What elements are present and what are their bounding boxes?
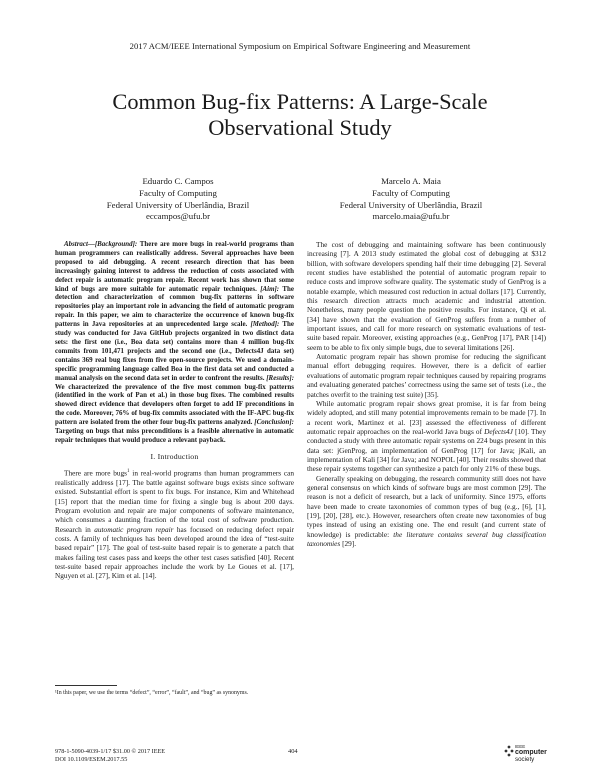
footnote-marker: 1 [127, 469, 130, 475]
abstract-results: We characterized the prevalence of the five most common bug-fix patterns (identified in the work of Pan et al.) in those bug fixes. The combined results showed direct evidence that developers often forget to add IF preconditions in the code. Moreover, 76% of bug-fix commits associated with the IF-APC bug-fix pattern are isolated from the other four bug-fix patterns analyzed. [55, 382, 294, 427]
ieee-computer-society-logo [504, 743, 554, 765]
intro-emphasis: automatic program repair [94, 524, 174, 534]
paper-title-line-1: Common Bug-fix Patterns: A Large-Scale [112, 89, 488, 114]
author-department: Faculty of Computing [139, 187, 217, 198]
abstract-label-method: [Method]: [250, 320, 280, 329]
paper-title-line-2: Observational Study [208, 115, 392, 140]
conference-header: 2017 ACM/IEEE International Symposium on Empirical Software Engineering and Measurement [129, 41, 471, 51]
intro-text: in real-world programs than human programmers can realistically address [17]. The battle against software bugs exists since software existed. Substantial effort is spent to fix bugs. For instance, Kim and Whitehead [15] report that the median time for fixing a single bug is about 200 days. Program evolution and repair are major components of software maintenance, which consumes a daunting fraction of the total cost of software production. Research in [55, 468, 294, 534]
body-emphasis: Defects4J [484, 426, 513, 436]
author-block-2 [301, 176, 521, 223]
right-paragraph-2: Automatic program repair has shown promise for reducing the significant manual effort debugging requires. However, there is a deficit of earlier evaluations of automatic program repair techniques caused by repairing programs and evaluating generated patches’ correctness using the same set of tests (i.e., the patches overfit to the training test suite) [35]. [307, 352, 546, 399]
intro-text: There are more bugs [64, 468, 128, 478]
author-institution: Federal University of Uberlândia, Brazil [339, 199, 483, 210]
right-paragraph-3 [307, 399, 546, 474]
right-paragraph-4 [307, 474, 546, 549]
abstract-label-aim: [Aim]: [260, 284, 280, 293]
abstract-aim: The detection and characterization of common bug-fix patterns in software repositories play an important role in advancing the field of automatic program repair. In this paper, we aim to characterize the occurrence of known bug-fix patterns in Java repositories at an unprecedented large scale. [55, 284, 294, 329]
abstract-label-background: Abstract—[Background]: [64, 240, 138, 248]
body-text: [29]. [340, 539, 357, 548]
section-heading-introduction: I. Introduction [150, 451, 199, 461]
body-text: Generally speaking on debugging, the research community still does not have general consensus on which kinds of software bugs are most common [29]. The reason is not a deficit of research, but a lack of uniformity. Since 1975, efforts have been made to create taxonomies of common types of bug (e.g., [6], [1], [19], [20], [28], etc.). However, researchers often create new taxonomies of bug types instead of using an existing one. The end result (and current state of knowledge) is predictable: [307, 473, 546, 539]
body-emphasis: the literature contains several bug classification taxonomies [307, 529, 546, 548]
paper-title [40, 89, 560, 141]
logo-text [515, 744, 547, 763]
abstract-background: There are more bugs in real-world programs than human programmers can realistically address. Several approaches have been proposed to aid debugging. A recent research direction that has been increasingly gaining interest to address the reduction of costs associated with defect repair is automatic program repair. Recent work has shown that some kind of bugs are more suitable for automatic repair techniques. [55, 240, 294, 293]
body-text: [10]. They conducted a study with three automatic repair systems on 224 bugs present in this data set: jGenProg, an implementation of GenProg [17] for Java; jKali, an implementation of Kali [34] for Java; and NOPOL [40]. Their results showed that these repair systems together can synthesize a patch for only 21% of these bugs. [307, 426, 546, 474]
intro-text: has focused on reducing defect repair costs. A family of techniques has been developed around the idea of “test-suite based repair” [17]. The goal of test-suite based repair is to generate a patch that makes failing test cases pass and keeps the other test cases satisfied [40]. Recent test-suite based repair approaches include the work by Le Goues et al. [17], Nguyen et al. [27], Kim et al. [14]. [55, 524, 294, 581]
footnote-rule [55, 685, 117, 686]
logo-prefix: IEEE [515, 744, 526, 749]
author-email: eccampos@ufu.br [145, 211, 211, 222]
page-number: 404 [288, 748, 298, 755]
abstract-label-conclusion: [Conclusion]: [254, 418, 294, 427]
body-text: While automatic program repair shows great promise, it is far from being widely adopted, and still many potential improvements remain to be made [7]. In a recent work, Martinez et al. [23] assessed the effectiveness of different automatic repair approaches on the real-world Java bugs of [307, 398, 546, 436]
author-name: Marcelo A. Maia [381, 176, 441, 186]
footer-doi: DOI 10.1109/ESEM.2017.55 [55, 756, 128, 763]
abstract [55, 240, 294, 445]
intro-paragraph-1 [55, 467, 294, 581]
author-institution: Federal University of Uberlândia, Brazil [106, 199, 250, 210]
footer-isbn: 978-1-5090-4039-1/17 $31.00 © 2017 IEEE [55, 748, 166, 755]
abstract-method: The study was conducted for Java GitHub projects organized in two distinct data sets: the first one (i.e., Boa data set) contains more than 4 million bug-fix commits from 101,471 projects and the second one (i.e., Defects4J data set) contains 369 real bug fixes from five open-source projects. We used a domain-specific programming language called Boa in the first data set and conducted a manual analysis on the second data set in order to confront the results. [55, 320, 294, 382]
author-department: Faculty of Computing [372, 187, 450, 198]
abstract-conclusion: Targeting on bugs that miss preconditions is a feasible alternative in automatic repair techniques that would produce a relevant payback. [55, 427, 294, 444]
footer-publication-info [55, 748, 165, 764]
abstract-label-results: [Results]: [266, 373, 294, 382]
author-block-1 [68, 176, 288, 223]
logo-line-1: computer [515, 749, 547, 757]
right-paragraph-1: The cost of debugging and maintaining software has been continuously increasing [7]. A 2013 study estimated the global cost of debugging at $312 billion, with software developers spending half their time debugging [2]. Several recent studies have established the potential of automatic program repair to reduce costs and improve software quality. The systematic study of GenProg is a notable example, which measured cost reduction in actual dollars [17]. Currently, this research direction attracts much academic and industrial attention. Nonetheless, many people question the positive results. For instance, Qi et al. [34] have shown that the evaluation of GenProg suffers from a number of important issues, and call for more research on systematic evaluations of test-suite based repair. Moreover, existing approaches (e.g., GenProg [17], PAR [14]) seem to be able to fix only simple bugs, due to several limitations [26]. [307, 240, 546, 352]
author-email: marcelo.maia@ufu.br [372, 211, 450, 222]
logo-line-2: society [515, 755, 535, 763]
footnote: ¹In this paper, we use the terms “defect”, “error”, “fault”, and “bug” as synonyms. [55, 690, 249, 696]
author-name: Eduardo C. Campos [142, 176, 214, 186]
computer-society-logo-icon [504, 745, 514, 757]
left-column [55, 240, 294, 581]
right-column [307, 240, 546, 548]
